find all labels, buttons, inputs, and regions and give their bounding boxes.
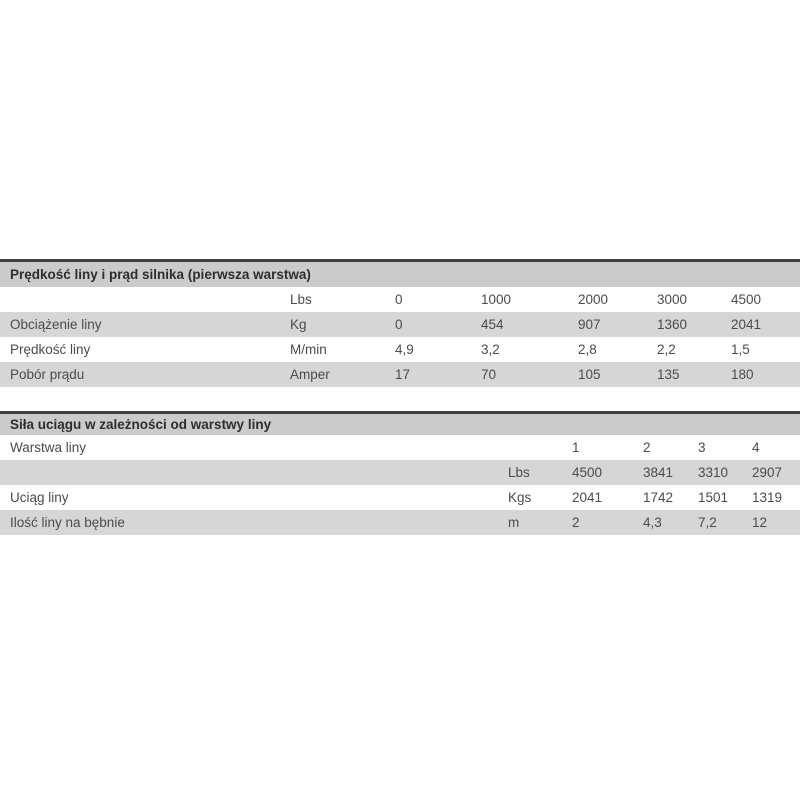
value-cell: 4,3 <box>643 515 662 530</box>
unit-cell: M/min <box>290 342 327 357</box>
unit-cell: Kg <box>290 317 307 332</box>
table2-title: Siła uciągu w zależności od warstwy liny <box>0 411 800 436</box>
row-label: Warstwa liny <box>10 440 87 455</box>
value-cell: 3000 <box>657 292 688 307</box>
value-cell: 70 <box>481 367 497 382</box>
value-cell: 3310 <box>698 465 729 480</box>
value-cell: 1,5 <box>731 342 750 357</box>
table-row <box>0 510 800 535</box>
value-cell: 4 <box>752 440 760 455</box>
table-row <box>0 362 800 387</box>
table-row <box>0 287 800 312</box>
table-row <box>0 485 800 510</box>
table-row <box>0 460 800 485</box>
value-cell: 2041 <box>572 490 603 505</box>
table-row <box>0 337 800 362</box>
value-cell: 4500 <box>572 465 603 480</box>
value-cell: 17 <box>395 367 411 382</box>
value-cell: 1000 <box>481 292 512 307</box>
value-cell: 2,8 <box>578 342 597 357</box>
value-cell: 2041 <box>731 317 762 332</box>
value-cell: 0 <box>395 292 403 307</box>
value-cell: 4,9 <box>395 342 414 357</box>
value-cell: 7,2 <box>698 515 717 530</box>
value-cell: 1 <box>572 440 580 455</box>
unit-cell: Lbs <box>290 292 312 307</box>
table-row <box>0 312 800 337</box>
value-cell: 3841 <box>643 465 674 480</box>
unit-cell: Lbs <box>508 465 530 480</box>
value-cell: 1319 <box>752 490 783 505</box>
value-cell: 907 <box>578 317 601 332</box>
value-cell: 105 <box>578 367 601 382</box>
unit-cell: Kgs <box>508 490 532 505</box>
row-label: Ilość liny na bębnie <box>10 515 125 530</box>
row-label: Pobór prądu <box>10 367 85 382</box>
value-cell: 135 <box>657 367 680 382</box>
value-cell: 3,2 <box>481 342 500 357</box>
value-cell: 454 <box>481 317 504 332</box>
row-label: Prędkość liny <box>10 342 91 357</box>
value-cell: 180 <box>731 367 754 382</box>
value-cell: 2 <box>572 515 580 530</box>
value-cell: 4500 <box>731 292 762 307</box>
table-row <box>0 435 800 460</box>
value-cell: 2,2 <box>657 342 676 357</box>
value-cell: 2 <box>643 440 651 455</box>
table1-title: Prędkość liny i prąd silnika (pierwsza warstwa) <box>0 259 800 287</box>
value-cell: 2000 <box>578 292 609 307</box>
value-cell: 12 <box>752 515 768 530</box>
unit-cell: Amper <box>290 367 330 382</box>
value-cell: 3 <box>698 440 706 455</box>
value-cell: 1360 <box>657 317 688 332</box>
value-cell: 2907 <box>752 465 783 480</box>
value-cell: 1501 <box>698 490 729 505</box>
row-label: Uciąg liny <box>10 490 69 505</box>
unit-cell: m <box>508 515 520 530</box>
value-cell: 1742 <box>643 490 674 505</box>
value-cell: 0 <box>395 317 403 332</box>
row-label: Obciążenie liny <box>10 317 102 332</box>
